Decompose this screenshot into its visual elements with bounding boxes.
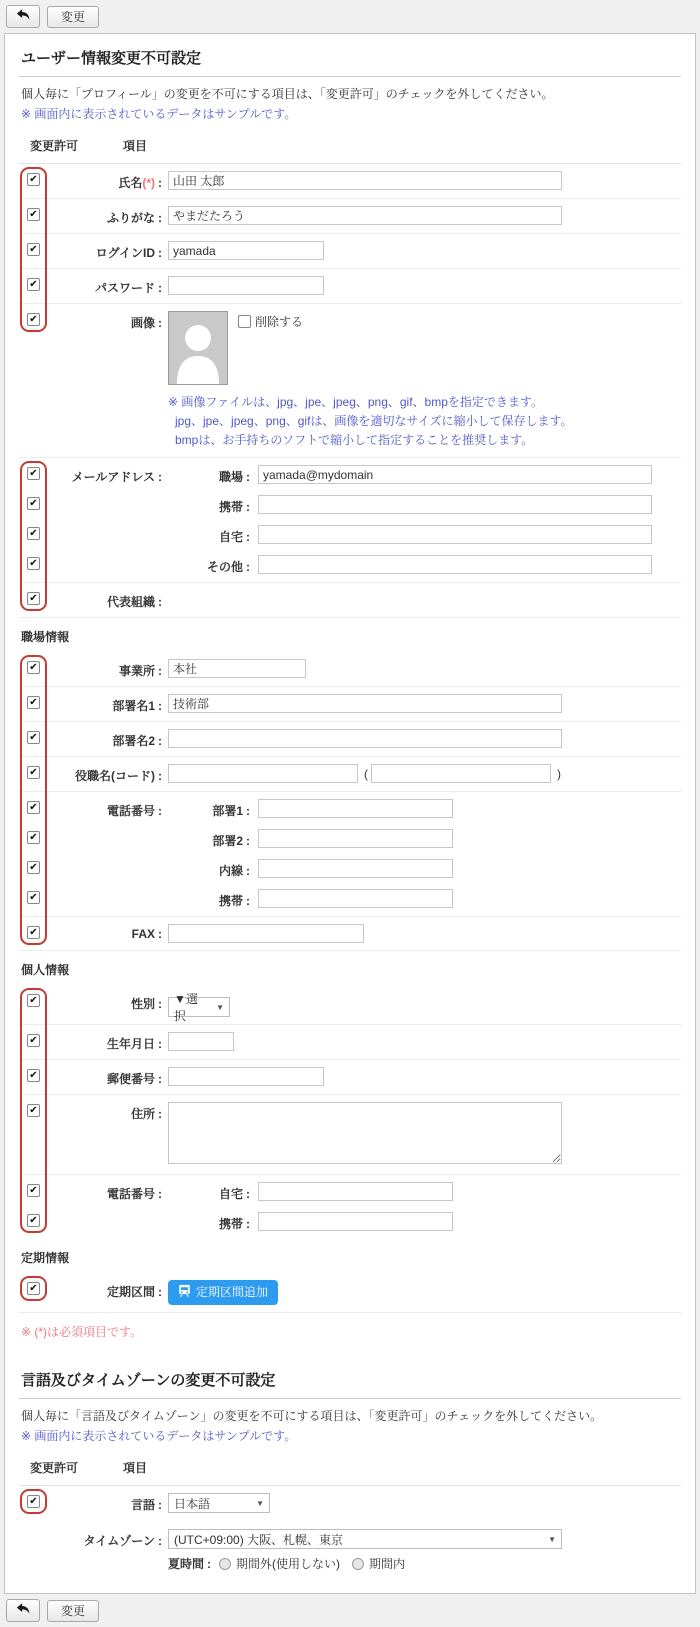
- dst-off-radio[interactable]: [219, 1558, 231, 1570]
- group-profile: [19, 164, 681, 458]
- field-label-name: 氏名(*) :: [118, 176, 162, 190]
- chevron-down-icon: ▼: [548, 1534, 556, 1544]
- field-label-gender: 性別 :: [130, 997, 162, 1011]
- post-code-open-paren: (: [364, 767, 368, 781]
- permission-checkbox-dept2[interactable]: ✔: [27, 731, 40, 744]
- field-label-tel: 電話番号 :: [106, 804, 162, 818]
- birth-input[interactable]: [168, 1032, 234, 1051]
- column-headers: [19, 122, 681, 164]
- dst-off-label: 期間外(使用しない): [236, 1557, 341, 1571]
- dst-label: 夏時間 :: [168, 1557, 212, 1571]
- sublabel-tel2-mobile: 携帯 :: [218, 1217, 250, 1231]
- mail-mobile-input[interactable]: [258, 495, 652, 514]
- field-label-fax: FAX :: [131, 927, 162, 941]
- back-icon: [16, 1602, 30, 1619]
- chevron-down-icon: ▼: [216, 1002, 224, 1012]
- change-button-top[interactable]: 変更: [47, 6, 99, 28]
- field-label-language: 言語 :: [130, 1498, 162, 1512]
- field-label-mail: メールアドレス :: [71, 470, 162, 484]
- dst-on-radio[interactable]: [352, 1558, 364, 1570]
- field-label-kana: ふりがな :: [106, 211, 162, 225]
- field-label-login-id: ログインID :: [95, 246, 162, 260]
- fax-input[interactable]: [168, 924, 364, 943]
- personal-info-header: 個人情報: [21, 963, 70, 977]
- permission-checkbox-password[interactable]: ✔: [27, 278, 40, 291]
- sublabel-tel-mobile: 携帯 :: [218, 894, 250, 908]
- field-label-dept1: 部署名1 :: [112, 699, 162, 713]
- top-toolbar: [0, 0, 700, 33]
- field-label-birth: 生年月日 :: [106, 1037, 162, 1051]
- permission-checkbox-login-id[interactable]: ✔: [27, 243, 40, 256]
- permission-checkbox-commuter[interactable]: ✔: [27, 1282, 40, 1295]
- required-note: ※ (*)は必須項目です。: [21, 1325, 143, 1339]
- language-select[interactable]: 日本語 ▼: [168, 1493, 270, 1513]
- change-button-bottom[interactable]: 変更: [47, 1600, 99, 1622]
- timezone-row: [19, 1520, 681, 1579]
- timezone-select[interactable]: (UTC+09:00) 大阪、札幌、東京 ▼: [168, 1529, 562, 1549]
- permission-checkbox-mail-work[interactable]: ✔: [27, 467, 40, 480]
- sublabel-mail-other: その他 :: [206, 560, 250, 574]
- sublabel-tel-dept2: 部署2 :: [212, 834, 250, 848]
- chevron-down-icon: ▼: [256, 1498, 264, 1508]
- back-button-bottom[interactable]: [6, 1599, 40, 1622]
- post-name-input[interactable]: [168, 764, 358, 783]
- permission-checkbox-tel2-home[interactable]: ✔: [27, 1184, 40, 1197]
- group-mail: [19, 458, 681, 618]
- tel2-mobile-input[interactable]: [258, 1212, 453, 1231]
- sublabel-mail-work: 職場 :: [218, 470, 250, 484]
- column-headers-2: [19, 1444, 681, 1486]
- profile-image-placeholder: [168, 311, 228, 385]
- tel-mobile-input[interactable]: [258, 889, 453, 908]
- col-item-2: 項目: [123, 1461, 148, 1475]
- permission-checkbox-mail-other[interactable]: ✔: [27, 557, 40, 570]
- field-label-post: 役職名(コード) :: [75, 769, 162, 783]
- field-label-org: 代表組織 :: [106, 595, 162, 609]
- login-id-input[interactable]: [168, 241, 324, 260]
- field-label-password: パスワード :: [94, 281, 162, 295]
- mail-other-input[interactable]: [258, 555, 652, 574]
- col-item: 項目: [123, 139, 148, 153]
- section1-title: ユーザー情報変更不可設定: [19, 34, 681, 77]
- permission-checkbox-birth[interactable]: ✔: [27, 1034, 40, 1047]
- permission-checkbox-org[interactable]: ✔: [27, 592, 40, 605]
- permission-checkbox-name[interactable]: ✔: [27, 173, 40, 186]
- field-label-address: 住所 :: [130, 1107, 162, 1121]
- password-input[interactable]: [168, 276, 324, 295]
- permission-checkbox-address[interactable]: ✔: [27, 1104, 40, 1117]
- post-code-input[interactable]: [371, 764, 551, 783]
- group-work: [19, 652, 681, 951]
- add-commuter-section-button[interactable]: 定期区間追加: [168, 1280, 278, 1305]
- mail-work-input[interactable]: [258, 465, 652, 484]
- image-delete-checkbox[interactable]: [238, 315, 251, 328]
- kana-input[interactable]: [168, 206, 562, 225]
- sublabel-mail-home: 自宅 :: [218, 530, 250, 544]
- sublabel-tel-ext: 内線 :: [218, 864, 250, 878]
- back-button[interactable]: [6, 5, 40, 28]
- col-permission: 変更許可: [30, 139, 79, 153]
- permission-checkbox-gender[interactable]: ✔: [27, 994, 40, 1007]
- dept1-input[interactable]: [168, 694, 562, 713]
- tel-ext-input[interactable]: [258, 859, 453, 878]
- office-input[interactable]: [168, 659, 306, 678]
- work-info-header: 職場情報: [21, 630, 70, 644]
- image-delete-label: 削除する: [255, 315, 304, 329]
- field-label-timezone: タイムゾーン :: [83, 1534, 162, 1548]
- person-silhouette-icon: [169, 312, 227, 384]
- permission-checkbox-dept1[interactable]: ✔: [27, 696, 40, 709]
- sublabel-tel2-home: 自宅 :: [218, 1187, 250, 1201]
- tel-dept2-input[interactable]: [258, 829, 453, 848]
- field-label-tel2: 電話番号 :: [106, 1187, 162, 1201]
- section2-sample-note: ※ 画面内に表示されているデータはサンプルです。: [21, 1429, 297, 1443]
- field-label-image: 画像 :: [130, 316, 162, 330]
- train-icon: [178, 1284, 191, 1301]
- permission-checkbox-tel-dept1[interactable]: ✔: [27, 801, 40, 814]
- permission-checkbox-mail-home[interactable]: ✔: [27, 527, 40, 540]
- section2-description: 個人毎に「言語及びタイムゾーン」の変更を不可にする項目は、「変更許可」のチェックを外してください。: [21, 1409, 603, 1423]
- post-code-close-paren: ): [557, 767, 561, 781]
- field-label-commuter: 定期区間 :: [106, 1285, 162, 1299]
- zip-input[interactable]: [168, 1067, 324, 1086]
- section1-sample-note: ※ 画面内に表示されているデータはサンプルです。: [21, 107, 297, 121]
- tel2-home-input[interactable]: [258, 1182, 453, 1201]
- mail-home-input[interactable]: [258, 525, 652, 544]
- commuter-info-header: 定期情報: [21, 1251, 70, 1265]
- bottom-toolbar: [0, 1594, 700, 1627]
- section1-description: 個人毎に「プロフィール」の変更を不可にする項目は、「変更許可」のチェックを外してください。: [21, 87, 554, 101]
- gender-select[interactable]: ▼選択 ▼: [168, 997, 230, 1017]
- sublabel-mail-mobile: 携帯 :: [218, 500, 250, 514]
- section2-title: 言語及びタイムゾーンの変更不可設定: [19, 1356, 681, 1399]
- permission-checkbox-language[interactable]: ✔: [27, 1495, 40, 1508]
- col-permission-2: 変更許可: [30, 1461, 79, 1475]
- permission-checkbox-tel-dept2[interactable]: ✔: [27, 831, 40, 844]
- tel-dept1-input[interactable]: [258, 799, 453, 818]
- permission-checkbox-tel-ext[interactable]: ✔: [27, 861, 40, 874]
- field-label-zip: 郵便番号 :: [106, 1072, 162, 1086]
- sublabel-tel-dept1: 部署1 :: [212, 804, 250, 818]
- permission-checkbox-mail-mobile[interactable]: ✔: [27, 497, 40, 510]
- permission-checkbox-image[interactable]: ✔: [27, 313, 40, 326]
- dst-on-label: 期間内: [369, 1557, 406, 1571]
- permission-checkbox-zip[interactable]: ✔: [27, 1069, 40, 1082]
- dept2-input[interactable]: [168, 729, 562, 748]
- permission-checkbox-office[interactable]: ✔: [27, 661, 40, 674]
- image-file-notes: ※ 画像ファイルは、jpg、jpe、jpeg、png、gif、bmpを指定できます。 jpg、jpe、jpeg、png、gifは、画像を適切なサイズに縮小して保存します。 bmpは、お手持ちのソフトで縮小して指定することを推奨します。: [168, 395, 573, 447]
- group-personal: [19, 985, 681, 1239]
- permission-checkbox-kana[interactable]: ✔: [27, 208, 40, 221]
- group-language: [19, 1486, 681, 1520]
- permission-checkbox-fax[interactable]: ✔: [27, 926, 40, 939]
- field-label-office: 事業所 :: [118, 664, 162, 678]
- back-icon: [16, 8, 30, 25]
- field-label-dept2: 部署名2 :: [112, 734, 162, 748]
- main-panel: [4, 33, 696, 1594]
- name-input[interactable]: [168, 171, 562, 190]
- address-textarea[interactable]: [168, 1102, 562, 1164]
- permission-checkbox-tel2-mobile[interactable]: ✔: [27, 1214, 40, 1227]
- permission-checkbox-tel-mobile[interactable]: ✔: [27, 891, 40, 904]
- group-commuter: [19, 1273, 681, 1313]
- permission-checkbox-post[interactable]: ✔: [27, 766, 40, 779]
